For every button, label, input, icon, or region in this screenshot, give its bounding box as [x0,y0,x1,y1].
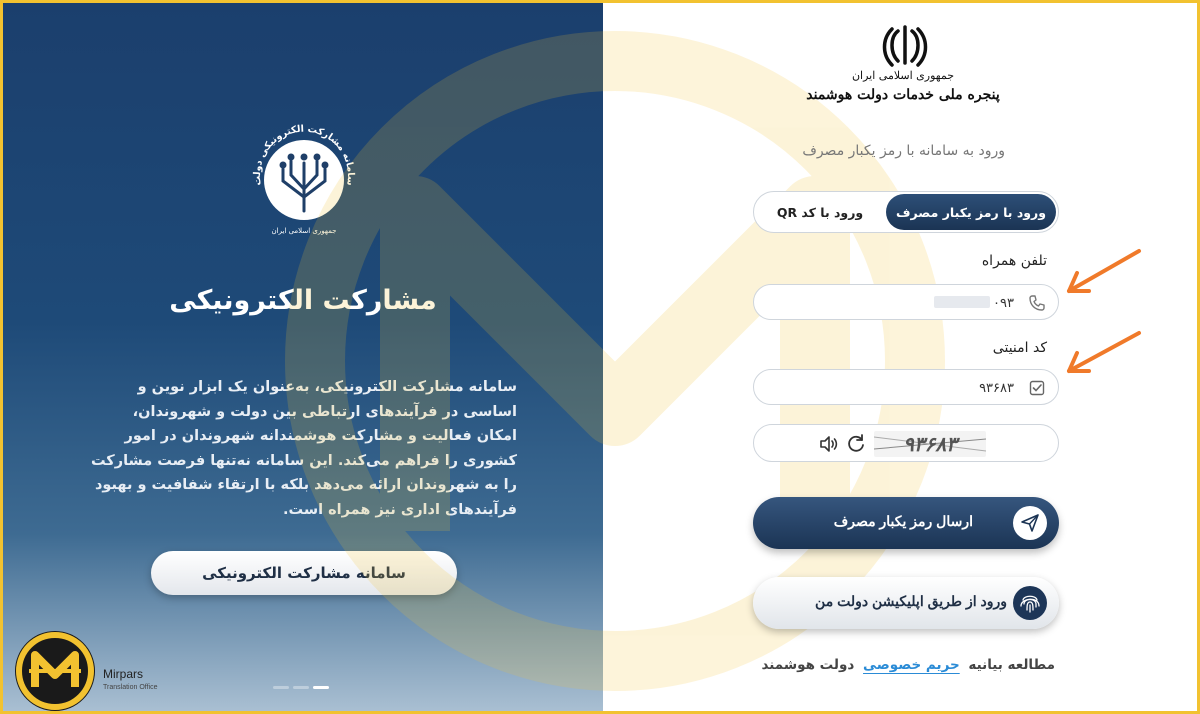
brand-name: Mirpars [103,667,144,681]
phone-field [753,284,1059,320]
login-subtitle: ورود به سامانه با رمز یکبار مصرف [802,143,1005,159]
privacy-suffix: دولت هوشمند [761,657,855,673]
login-tabs [753,191,1059,233]
refresh-icon[interactable] [846,433,866,453]
logo-bottom-text: جمهوری اسلامی ایران [271,227,337,235]
brand-tagline: Translation Office [103,684,158,691]
send-icon-wrap [1013,506,1047,540]
security-code-input[interactable] [814,377,1014,399]
captcha-field [753,424,1059,462]
slide-indicators [273,686,329,689]
security-code-label: کد امنیتی [992,340,1047,356]
annotation-arrows [1055,245,1145,385]
left-panel [3,3,603,711]
gov-line-1: جمهوری اسلامی ایران [851,69,955,82]
captcha-text: ۹۳۶۸۳ [903,432,957,456]
privacy-prefix: مطالعه بیانیه [968,657,1055,673]
fingerprint-icon-wrap [1013,586,1047,620]
arrow-security-icon [1069,333,1139,371]
masked-digits [934,296,990,308]
tree-logo-icon [247,123,361,237]
privacy-statement [753,657,1055,673]
left-description: سامانه مشارکت الکترونیکی، به‌عنوان یک ابزار نوین و اساسی در فرآیندهای ارتباطی بین دولت و شهروندان، امکان فعالیت و مشارکت هوشمندانه شهروندان در امور کشوری را فراهم می‌کند. این سامانه نه‌تنها فرصت مشارکت را به شهروندان ارائه می‌دهد بلکه با ارتقاء شفافیت و بهبود فرآیندهای اداری نیز همراه است. [90,379,517,518]
eparticipation-system-button[interactable]: سامانه مشارکت الکترونیکی [151,551,457,595]
privacy-link[interactable]: حریم خصوصی [863,657,960,673]
dolat-man-app-login-button[interactable] [753,577,1059,629]
app-login-label: ورود از طریق اپلیکیشن دولت من [815,593,1007,609]
send-icon [1013,506,1047,540]
mirpars-logo-icon [11,627,99,714]
speaker-icon[interactable] [818,434,838,454]
slide-dot[interactable] [273,686,289,689]
fingerprint-icon [1013,586,1047,620]
send-otp-button[interactable] [753,497,1059,549]
gov-emblem-icon [881,21,929,69]
arrow-phone-icon [1069,251,1139,291]
checkbox-icon [1028,379,1046,397]
left-title: مشارکت الکترونیکی [169,285,437,316]
logo-ring-text: سامانه مشارکت الکترونیکی دولت [251,123,357,187]
tab-qr-login[interactable]: ورود با کد QR [760,194,880,230]
slide-dot-active[interactable] [313,686,329,689]
gov-line-2: پنجره ملی خدمات دولت هوشمند [806,87,1000,103]
phone-label: تلفن همراه [981,253,1047,269]
phone-icon [1028,294,1046,312]
slide-dot[interactable] [293,686,309,689]
captcha-image [874,431,986,457]
tab-otp-login[interactable]: ورود با رمز یکبار مصرف [886,194,1056,230]
security-code-field [753,369,1059,405]
send-otp-label: ارسال رمز یکبار مصرف [833,513,973,529]
